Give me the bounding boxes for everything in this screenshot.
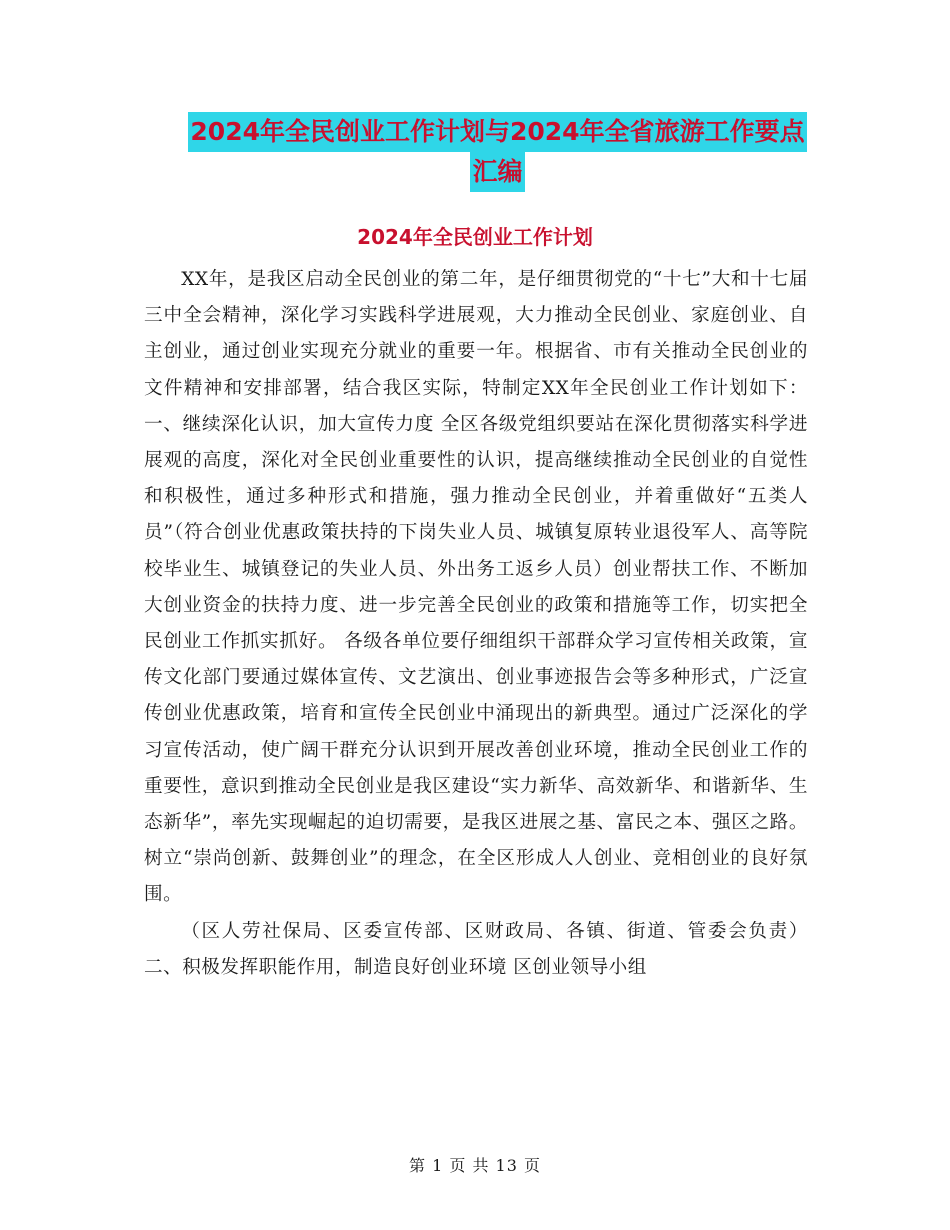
page-number-footer: 第 1 页 共 13 页 xyxy=(409,1156,541,1175)
title-line-2: 汇编 xyxy=(470,152,524,192)
document-body xyxy=(144,262,808,986)
document-title xyxy=(140,112,855,192)
title-line-1: 2024年全民创业工作计划与2024年全省旅游工作要点 xyxy=(188,112,806,152)
section-subtitle: 2024年全民创业工作计划 xyxy=(357,225,593,249)
body-paragraph-2: （区人劳社保局、区委宣传部、区财政局、各镇、街道、管委会负责） 二、积极发挥职能作用，制造良好创业环境 区创业领导小组 xyxy=(144,920,808,978)
body-paragraph-1: XX年，是我区启动全民创业的第二年，是仔细贯彻党的“十七”大和十七届三中全会精神，深化学习实践科学进展观，大力推动全民创业、家庭创业、自主创业，通过创业实现充分就业的重要一年。根据省、市有关推动全民创业的文件精神和安排部署，结合我区实际，特制定XX年全民创业工作计划如下： 一、继续深化认识，加大宣传力度 全区各级党组织要站在深化贯彻落实科学进展观的高度，深化对全民创业重要性的认识，提高继续推动全民创业的自觉性和积极性，通过多种形式和措施，强力推动全民创业，并着重做好“五类人员”（符合创业优惠政策扶持的下岗失业人员、城镇复原转业退役军人、高等院校毕业生、城镇登记的失业人员、外出务工返乡人员）创业帮扶工作、不断加大创业资金的扶持力度、进一步完善全民创业的政策和措施等工作，切实把全民创业工作抓实抓好。 各级各单位要仔细组织干部群众学习宣传相关政策，宣传文化部门要通过媒体宣传、文艺演出、创业事迹报告会等多种形式，广泛宣传创业优惠政策，培育和宣传全民创业中涌现出的新典型。通过广泛深化的学习宣传活动，使广阔干群充分认识到开展改善创业环境，推动全民创业工作的重要性，意识到推动全民创业是我区建设“实力新华、高效新华、和谐新华、生态新华”，率先实现崛起的迫切需要，是我区进展之基、富民之本、强区之路。树立“崇尚创新、鼓舞创业”的理念，在全区形成人人创业、竞相创业的良好氛围。 xyxy=(144,269,808,906)
